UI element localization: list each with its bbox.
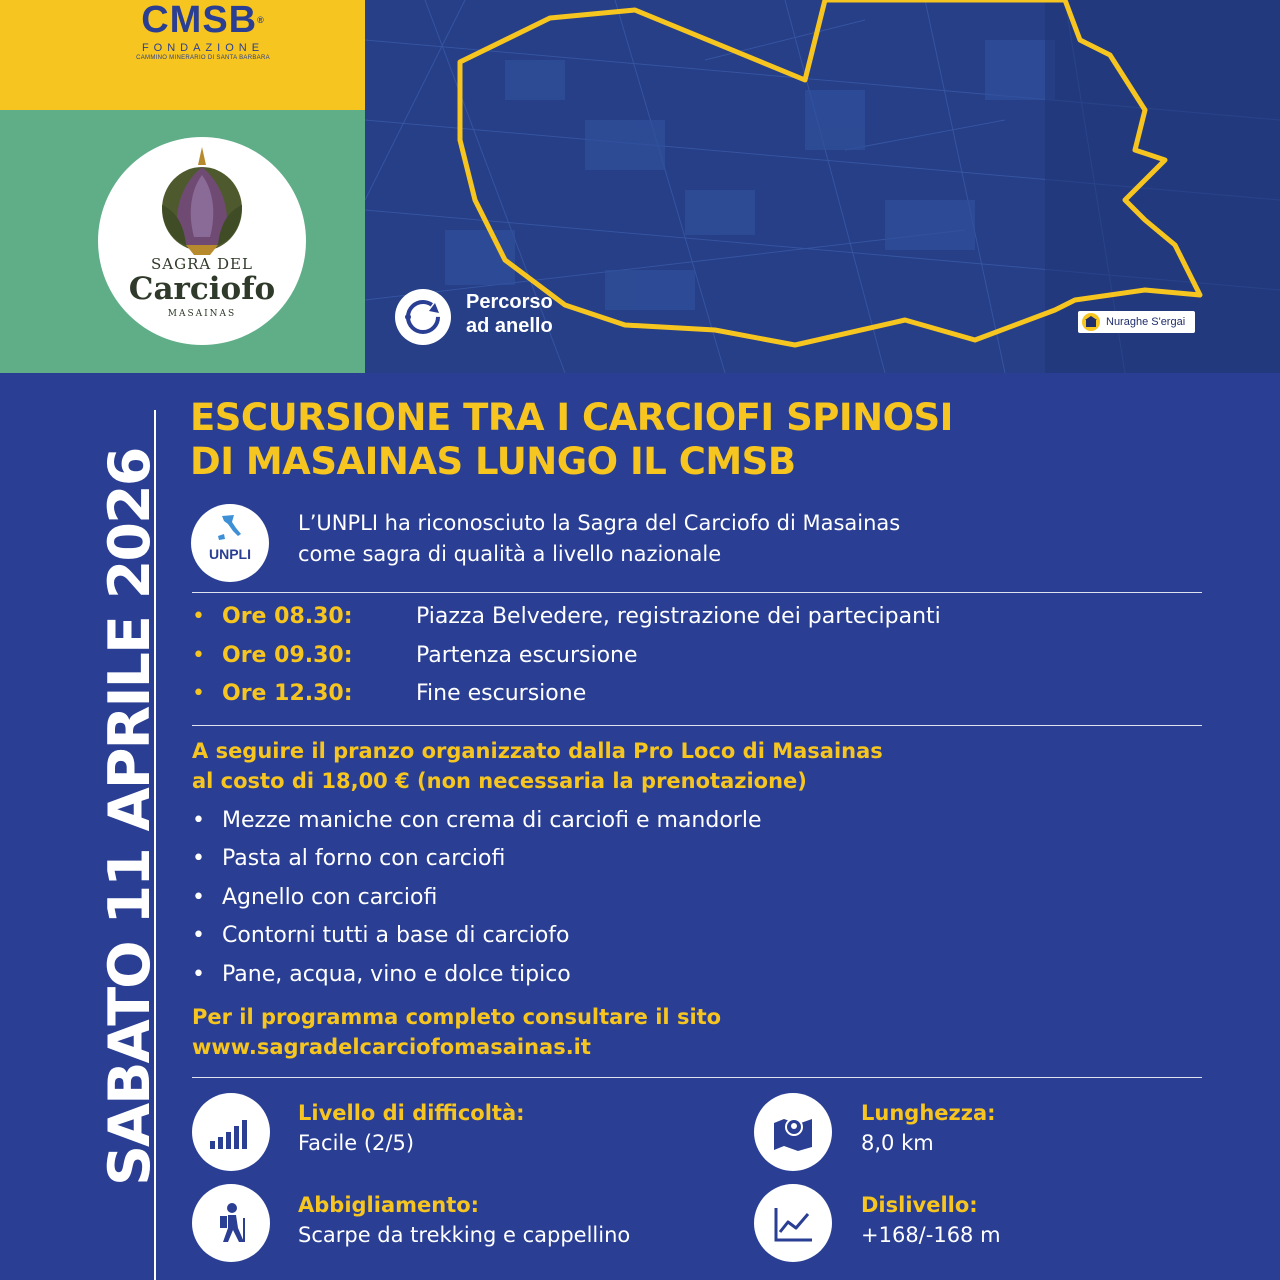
divider (192, 592, 1202, 593)
artichoke-icon (150, 145, 254, 257)
menu-item-text: Pane, acqua, vino e dolce tipico (222, 962, 571, 987)
cmsb-fondazione: FONDAZIONE (141, 42, 265, 54)
landmark-icon (1082, 313, 1100, 331)
lunch-info (192, 736, 1192, 796)
unpli-logo (191, 504, 269, 582)
schedule-item: • Ore 08.30: Piazza Belvedere, registrazione dei partecipanti (192, 602, 941, 632)
difficulty-block (298, 1098, 525, 1158)
divider (192, 725, 1202, 726)
length-block (861, 1098, 996, 1158)
italy-map-icon (214, 512, 246, 544)
unpli-logo-text: UNPLI (209, 546, 251, 562)
sagra-title-line1: SAGRA DEL (151, 255, 253, 273)
program-line1: Per il programma completo consultare il sito (192, 1005, 722, 1029)
schedule-item: • Ore 12.30: Fine escursione (192, 679, 586, 709)
difficulty-value: Facile (2/5) (298, 1131, 415, 1155)
loop-route-icon (395, 289, 451, 345)
elevation-block (861, 1190, 1001, 1250)
program-website: www.sagradelcarciofomasainas.it (192, 1035, 591, 1059)
schedule-text: Partenza escursione (416, 643, 638, 668)
loop-route-line1: Percorso (466, 291, 553, 313)
poi-label: Nuraghe S'ergai (1106, 316, 1186, 328)
sagra-title-line2: Carciofo (128, 271, 276, 307)
program-info (192, 1002, 1192, 1062)
sagra-title-line3: MASAINAS (167, 309, 237, 319)
unpli-line2: come sagra di qualità a livello nazionale (298, 542, 722, 566)
loop-route-label (466, 290, 553, 338)
cmsb-subtitle: CAMMINO MINERARIO DI SANTA BARBARA (136, 55, 270, 61)
cmsb-wordmark: CMSB (141, 0, 258, 41)
map-pin-icon (754, 1093, 832, 1171)
schedule-text: Piazza Belvedere, registrazione dei partecipanti (416, 604, 941, 629)
menu-item: • Contorni tutti a base di carciofo (192, 923, 570, 948)
divider (192, 1077, 1202, 1078)
menu-item-text: Agnello con carciofi (222, 885, 438, 910)
hiker-icon (192, 1184, 270, 1262)
schedule-time: Ore 08.30: (222, 604, 353, 629)
clothing-value: Scarpe da trekking e cappellino (298, 1223, 631, 1247)
menu-item: • Agnello con carciofi (192, 885, 438, 910)
length-value: 8,0 km (861, 1131, 934, 1155)
menu-item-text: Pasta al forno con carciofi (222, 846, 506, 871)
clothing-label: Abbigliamento: (298, 1193, 480, 1217)
event-date: SABATO 11 APRILE 2026 (97, 448, 163, 1186)
title-line2: DI MASAINAS LUNGO IL CMSB (190, 440, 796, 483)
page-title (190, 396, 1190, 484)
cmsb-logo: CMSB® FONDAZIONE CAMMINO MINERARIO DI SANTA BARBARA (128, 0, 278, 62)
sagra-logo (98, 137, 306, 345)
elevation-value: +168/-168 m (861, 1223, 1001, 1247)
elevation-icon (754, 1184, 832, 1262)
schedule-time: Ore 12.30: (222, 681, 353, 706)
menu-item: • Pane, acqua, vino e dolce tipico (192, 962, 571, 987)
menu-item: • Pasta al forno con carciofi (192, 846, 506, 871)
difficulty-label: Livello di difficoltà: (298, 1101, 525, 1125)
schedule-time: Ore 09.30: (222, 643, 353, 668)
title-line1: ESCURSIONE TRA I CARCIOFI SPINOSI (190, 396, 953, 439)
loop-route-line2: ad anello (466, 315, 553, 337)
schedule-text: Fine escursione (416, 681, 587, 706)
unpli-line1: L’UNPLI ha riconosciuto la Sagra del Carciofo di Masainas (298, 511, 901, 535)
schedule-item: • Ore 09.30: Partenza escursione (192, 641, 638, 671)
lunch-line2: al costo di 18,00 € (non necessaria la prenotazione) (192, 769, 807, 793)
unpli-recognition (298, 508, 1098, 570)
menu-item-text: Contorni tutti a base di carciofo (222, 923, 570, 948)
clothing-block (298, 1190, 630, 1250)
menu-item-text: Mezze maniche con crema di carciofi e mandorle (222, 808, 762, 833)
menu-item: • Mezze maniche con crema di carciofi e mandorle (192, 808, 762, 833)
difficulty-icon (192, 1093, 270, 1171)
lunch-line1: A seguire il pranzo organizzato dalla Pro Loco di Masainas (192, 739, 883, 763)
elevation-label: Dislivello: (861, 1193, 978, 1217)
poi-badge (1078, 311, 1195, 333)
length-label: Lunghezza: (861, 1101, 996, 1125)
